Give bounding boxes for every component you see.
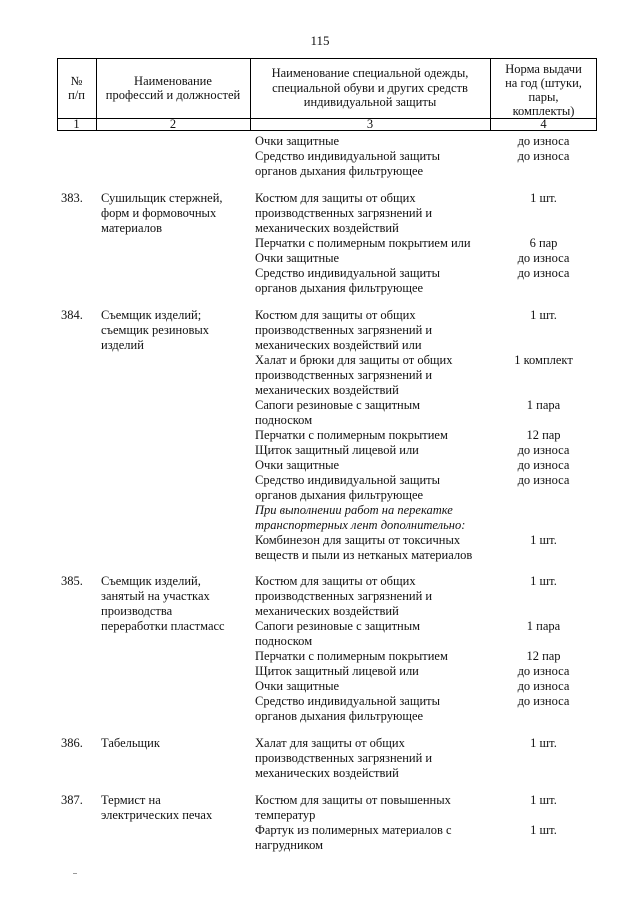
column-number: 3 bbox=[366, 117, 374, 131]
equipment-item: Щиток защитный лицевой или bbox=[255, 443, 419, 457]
issue-norm: до износа bbox=[517, 251, 570, 265]
issue-norm: 1 комплект bbox=[514, 353, 573, 367]
equipment-item: Средство индивидуальной защиты органов дыхания фильтрующее bbox=[255, 473, 441, 502]
issue-norm: до износа bbox=[517, 134, 570, 148]
profession-name: Сушильщик стержней, форм и формовочных материалов bbox=[101, 191, 223, 235]
entry-number: 383. bbox=[61, 191, 83, 205]
issue-norm: до износа bbox=[517, 266, 570, 280]
equipment-item: Щиток защитный лицевой или bbox=[255, 664, 419, 678]
issue-norm: 1 шт. bbox=[530, 823, 557, 837]
header-col-norm: Норма выдачи на год (штуки, пары, комплекты) bbox=[505, 62, 582, 118]
entry-number: 385. bbox=[61, 574, 83, 588]
issue-norm: до износа bbox=[517, 458, 570, 472]
issue-norm: 1 шт. bbox=[530, 308, 557, 322]
column-number: 4 bbox=[540, 117, 547, 131]
header-col-equipment: Наименование специальной одежды, специальной обуви и других средств индивидуальной защиты bbox=[271, 66, 469, 110]
profession-name: Съемщик изделий, занятый на участках производства переработки пластмасс bbox=[101, 574, 225, 633]
issue-norm: до износа bbox=[517, 149, 570, 163]
equipment-item: Сапоги резиновые с защитным подноском bbox=[255, 619, 421, 648]
issue-norm: 1 шт. bbox=[530, 191, 557, 205]
profession-name: Табельщик bbox=[101, 736, 160, 750]
equipment-item: Костюм для защиты от общих производственных загрязнений и механических воздействий или bbox=[255, 308, 433, 352]
issue-norm: 1 пара bbox=[526, 398, 561, 412]
equipment-item: Перчатки с полимерным покрытием bbox=[255, 649, 448, 663]
profession-name: Термист на электрических печах bbox=[101, 793, 213, 822]
equipment-item: Перчатки с полимерным покрытием bbox=[255, 428, 448, 442]
issue-norm: 1 шт. bbox=[530, 793, 557, 807]
page-number: 115 bbox=[310, 33, 330, 48]
equipment-item: Комбинезон для защиты от токсичных веществ и пыли из нетканых материалов bbox=[255, 533, 473, 562]
header-col-profession: Наименование профессий и должностей bbox=[105, 73, 241, 102]
equipment-item: Очки защитные bbox=[255, 458, 340, 472]
equipment-item: Перчатки с полимерным покрытием или bbox=[255, 236, 471, 250]
issue-norm: до износа bbox=[517, 694, 570, 708]
column-number: 1 bbox=[73, 117, 80, 131]
equipment-item: Фартук из полимерных материалов с нагрудником bbox=[255, 823, 452, 852]
equipment-item: Костюм для защиты от общих производственных загрязнений и механических воздействий bbox=[255, 574, 433, 618]
issue-norm: 1 шт. bbox=[530, 574, 557, 588]
issue-norm: 1 шт. bbox=[530, 533, 557, 547]
header-col-number: № п/п bbox=[68, 73, 85, 102]
equipment-item: Костюм для защиты от общих производственных загрязнений и механических воздействий bbox=[255, 191, 433, 235]
column-number: 2 bbox=[169, 117, 177, 131]
equipment-item: Очки защитные bbox=[255, 251, 340, 265]
page-mark bbox=[73, 873, 77, 874]
entry-number: 386. bbox=[61, 736, 83, 750]
entry-number: 387. bbox=[61, 793, 83, 807]
issue-norm: до износа bbox=[517, 443, 570, 457]
issue-norm: до износа bbox=[517, 679, 570, 693]
issue-norm: 6 пар bbox=[529, 236, 558, 250]
equipment-item: Очки защитные bbox=[255, 134, 340, 148]
issue-norm: 1 пара bbox=[526, 619, 561, 633]
equipment-item: При выполнении работ на перекатке транспортерных лент дополнительно: bbox=[255, 503, 466, 532]
issue-norm: 1 шт. bbox=[530, 736, 557, 750]
equipment-item: Очки защитные bbox=[255, 679, 340, 693]
equipment-item: Костюм для защиты от повышенных температур bbox=[255, 793, 451, 822]
equipment-item: Сапоги резиновые с защитным подноском bbox=[255, 398, 421, 427]
profession-name: Съемщик изделий; съемщик резиновых изделий bbox=[101, 308, 210, 352]
issue-norm: до износа bbox=[517, 664, 570, 678]
issue-norm: до износа bbox=[517, 473, 570, 487]
equipment-item: Средство индивидуальной защиты органов дыхания фильтрующее bbox=[255, 149, 441, 178]
equipment-item: Средство индивидуальной защиты органов дыхания фильтрующее bbox=[255, 694, 441, 723]
equipment-item: Средство индивидуальной защиты органов дыхания фильтрующее bbox=[255, 266, 441, 295]
entry-number: 384. bbox=[61, 308, 83, 322]
issue-norm: 12 пар bbox=[526, 649, 561, 663]
equipment-item: Халат и брюки для защиты от общих производственных загрязнений и механических воздействий bbox=[255, 353, 453, 397]
equipment-item: Халат для защиты от общих производственных загрязнений и механических воздействий bbox=[255, 736, 433, 780]
issue-norm: 12 пар bbox=[526, 428, 561, 442]
